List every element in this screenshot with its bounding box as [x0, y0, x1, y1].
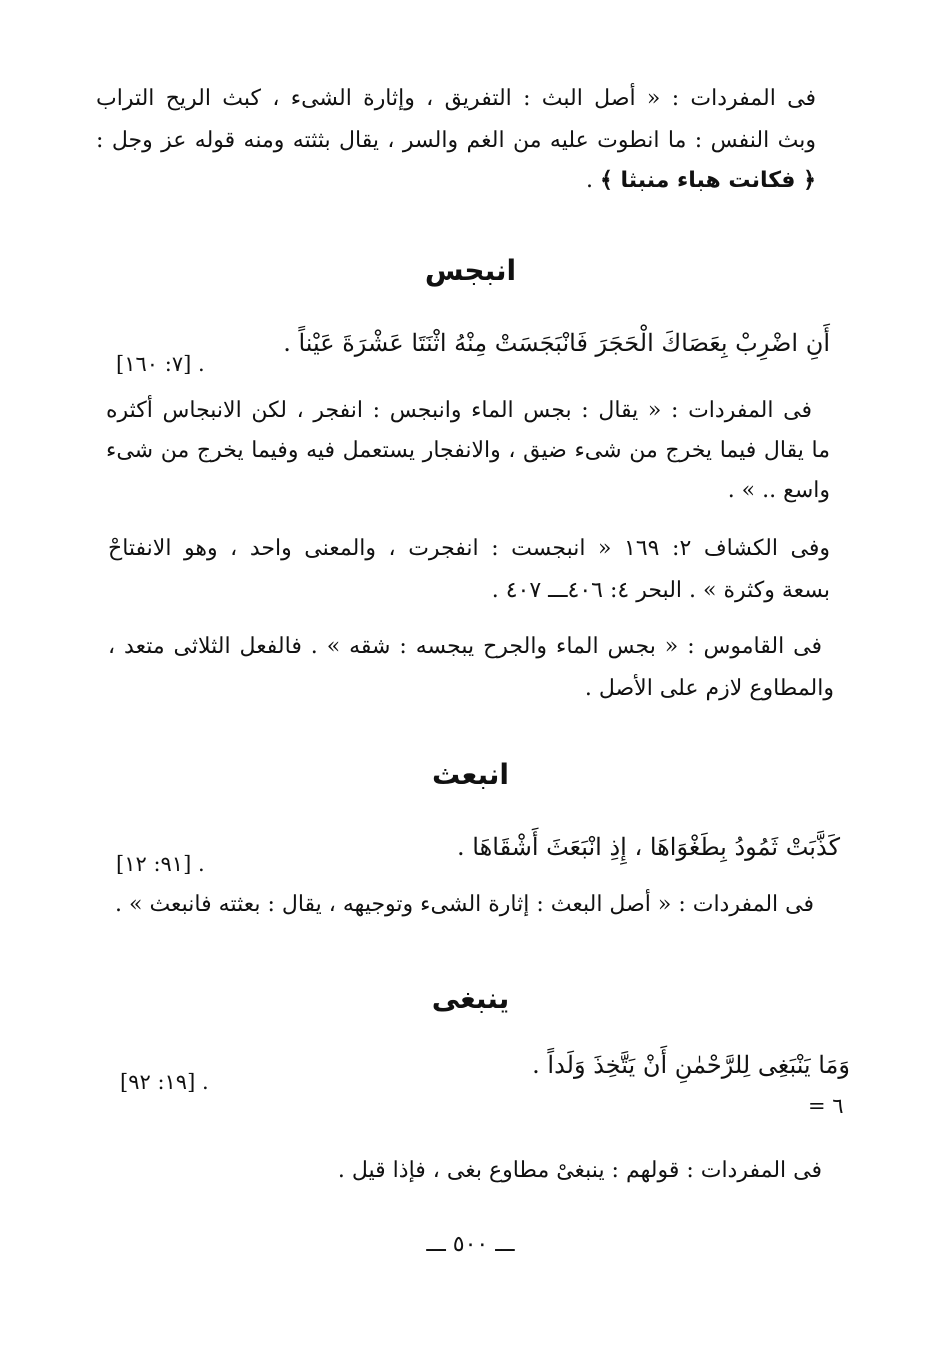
- verse-ref-yanbaghi: [١٩: ٩٢] .: [120, 1070, 209, 1094]
- heading-inbaath: انبعث: [432, 758, 509, 791]
- verse-inbajas: أَنِ اضْرِبْ بِعَصَاكَ الْحَجَرَ فَانْبَجَسَتْ مِنْهُ اثْنَتَا عَشْرَةَ عَيْناً .: [283, 329, 830, 357]
- inbajas-p3-line1: فى القاموس : « بجس الماء والجرح يبجسه : شقه » . فالفعل الثلاثى متعد ،: [108, 634, 822, 659]
- quran-quote: ﴿ فكانت هباء منبثا ﴾: [600, 168, 816, 193]
- intro-line-3-end: .: [586, 168, 593, 193]
- inbajas-p1-line2: ما يقال فيما يخرج من شىء ضيق ، والانفجار يستعمل فيه وفيما يخرج من شىء: [106, 438, 830, 463]
- verse-ref-inbaath: [٩١: ١٢] .: [116, 852, 205, 876]
- verse-yanbaghi: وَمَا يَنْبَغِى لِلرَّحْمٰنِ أَنْ يَتَّخِذَ وَلَداً .: [532, 1051, 850, 1079]
- inbajas-p1-line1: فى المفردات : « يقال : بجس الماء وانبجس : انفجر ، لكن الانبجاس أكثره: [106, 398, 812, 423]
- intro-line-2: وبث النفس : ما انطوت عليه من الغم والسر ، يقال بثثته ومنه قوله عز وجل :: [96, 128, 816, 153]
- yanbaghi-p1-line1: فى المفردات : قولهم : ينبغىْ مطاوع بغى ، فإذا قيل .: [337, 1158, 822, 1183]
- heading-yanbaghi: ينبغى: [431, 982, 510, 1015]
- intro-line-1: فى المفردات : « أصل البث : التفريق ، وإثارة الشىء ، كبث الريح التراب: [96, 86, 816, 111]
- inbajas-p1-line3: واسع .. » .: [727, 478, 830, 503]
- page-number: ـــ ٥٠٠ ـــ: [426, 1232, 515, 1257]
- verse-ref-inbajas: [٧: ١٦٠] .: [116, 352, 205, 376]
- verse-inbaath: كَذَّبَتْ ثَمُودُ بِطَغْوَاهَا ، إِذِ انْبَعَثَ أَشْقَاهَا .: [457, 833, 840, 861]
- inbajas-p3-line2: والمطاوع لازم على الأصل .: [584, 676, 834, 701]
- inbajas-p2-line1: وفى الكشاف ٢: ١٦٩ « انبجست : انفجرت ، والمعنى واحد ، وهو الانفتاحْ: [108, 536, 831, 561]
- intro-line-3: [96, 166, 816, 196]
- footnote-mark: ٦ =: [808, 1094, 844, 1118]
- inbaath-p1-line1: فى المفردات : « أصل البعث : إثارة الشىء وتوجيهه ، يقال : بعثته فانبعث » .: [115, 892, 814, 917]
- inbajas-p2-line2: بسعة وكثرة » . البحر ٤: ٤٠٦ـــ ٤٠٧ .: [491, 578, 830, 603]
- heading-inbajas: انبجس: [424, 254, 517, 287]
